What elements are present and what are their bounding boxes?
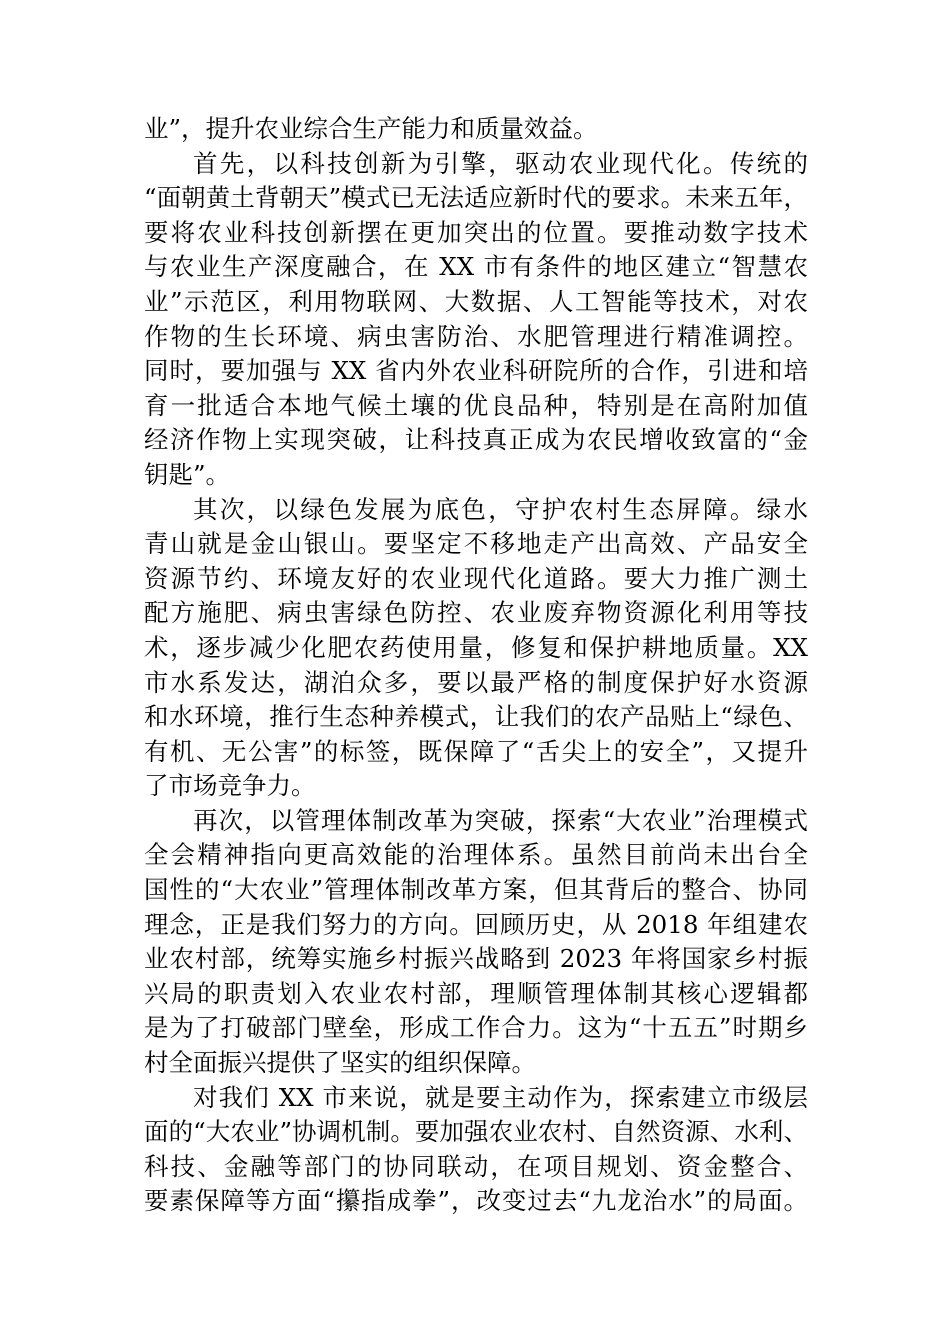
paragraph-line: 市水系发达，湖泊众多，要以最严格的制度保护好水资源 — [144, 667, 808, 697]
paragraph-line: 村全面振兴提供了坚实的组织保障。 — [144, 1048, 536, 1078]
paragraph-line: 全会精神指向更高效能的治理体系。虽然目前尚未出台全 — [144, 840, 808, 870]
paragraph-line: 与农业生产深度融合，在 XX 市有条件的地区建立“智慧农 — [144, 252, 808, 282]
paragraph-line: 青山就是金山银山。要坚定不移地走产出高效、产品安全 — [144, 529, 808, 559]
paragraph-line: 术，逐步减少化肥农药使用量，修复和保护耕地质量。XX — [144, 632, 808, 662]
paragraph-first-line: 对我们 XX 市来说，就是要主动作为，探索建立市级层 — [193, 1082, 808, 1112]
paragraph-first-line: 其次，以绿色发展为底色，守护农村生态屏障。绿水 — [193, 494, 808, 524]
paragraph-line: 科技、金融等部门的协同联动，在项目规划、资金整合、 — [144, 1151, 808, 1181]
paragraph-line: 配方施肥、病虫害绿色防控、农业废弃物资源化利用等技 — [144, 598, 808, 628]
paragraph-line: 业”，提升农业综合生产能力和质量效益。 — [144, 114, 598, 143]
document-body — [144, 112, 808, 1219]
paragraph-line: 国性的“大农业”管理体制改革方案，但其背后的整合、协同 — [144, 875, 808, 905]
paragraph-line: 要将农业科技创新摆在更加突出的位置。要推动数字技术 — [144, 217, 808, 247]
paragraph-line: 是为了打破部门壁垒，形成工作合力。这为“十五五”时期乡 — [144, 1013, 808, 1043]
paragraph-line: 有机、无公害”的标签，既保障了“舌尖上的安全”，又提升 — [144, 736, 808, 766]
paragraph-line: “面朝黄土背朝天”模式已无法适应新时代的要求。未来五年， — [144, 183, 808, 213]
paragraph-line: 要素保障等方面“攥指成拳”，改变过去“九龙治水”的局面。 — [144, 1186, 808, 1216]
paragraph-first-line: 再次，以管理体制改革为突破，探索“大农业”治理模式 — [193, 805, 808, 835]
paragraph-line: 面的“大农业”协调机制。要加强农业农村、自然资源、水利、 — [144, 1117, 808, 1147]
paragraph-line: 育一批适合本地气候土壤的优良品种，特别是在高附加值 — [144, 390, 808, 420]
paragraph-line: 同时，要加强与 XX 省内外农业科研院所的合作，引进和培 — [144, 356, 808, 386]
paragraph-line: 兴局的职责划入农业农村部，理顺管理体制其核心逻辑都 — [144, 978, 808, 1008]
paragraph-line: 资源节约、环境友好的农业现代化道路。要大力推广测土 — [144, 563, 808, 593]
paragraph-line: 作物的生长环境、病虫害防治、水肥管理进行精准调控。 — [144, 321, 808, 351]
paragraph-line: 业农村部，统筹实施乡村振兴战略到 2023 年将国家乡村振 — [144, 944, 808, 974]
paragraph-line: 了市场竞争力。 — [144, 771, 316, 801]
paragraph-line: 业”示范区，利用物联网、大数据、人工智能等技术，对农 — [144, 286, 808, 316]
paragraph-line: 经济作物上实现突破，让科技真正成为农民增收致富的“金 — [144, 425, 808, 455]
paragraph-line: 钥匙”。 — [144, 459, 231, 489]
paragraph-line: 理念，正是我们努力的方向。回顾历史，从 2018 年组建农 — [144, 909, 808, 939]
paragraph-line: 和水环境，推行生态种养模式，让我们的农产品贴上“绿色、 — [144, 702, 808, 732]
paragraph-first-line: 首先，以科技创新为引擎，驱动农业现代化。传统的 — [193, 148, 808, 178]
